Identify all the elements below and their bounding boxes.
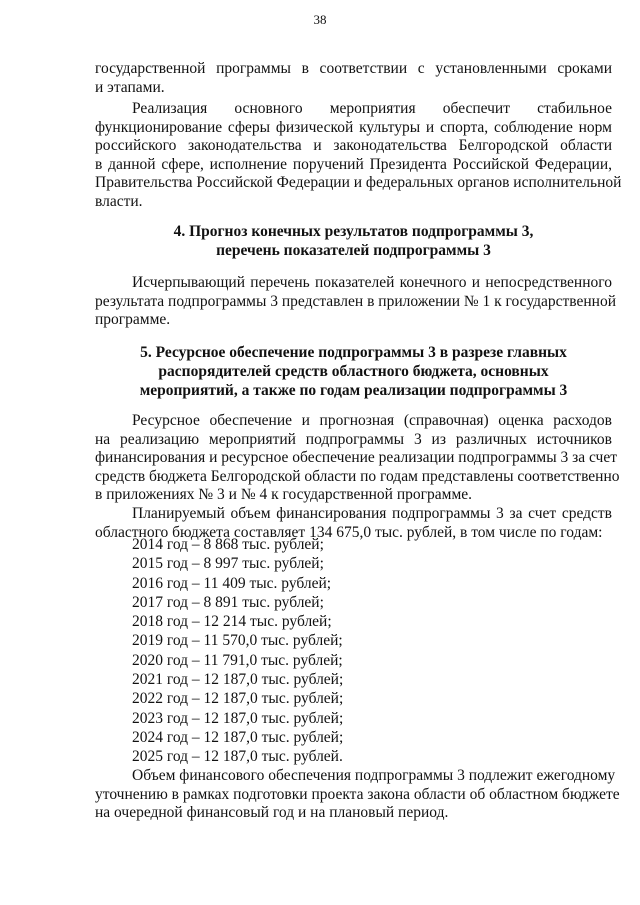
text-line: власти. <box>95 192 143 210</box>
text-line: в данной сфере, исполнение поручений Президента Российской Федерации, <box>95 155 612 173</box>
list-item: 2019 год – 11 570,0 тыс. рублей; <box>132 632 343 650</box>
text-line: Реализация основного мероприятия обеспечит стабильное <box>132 100 612 117</box>
list-item: 2015 год – 8 997 тыс. рублей; <box>132 555 324 573</box>
list-item: 2021 год – 12 187,0 тыс. рублей; <box>132 671 344 689</box>
text-line: в приложениях № 3 и № 4 к государственной программе. <box>95 486 473 504</box>
list-item: 2017 год – 8 891 тыс. рублей; <box>132 593 324 611</box>
list-item: 2020 год – 11 791,0 тыс. рублей; <box>132 651 343 669</box>
list-item: 2023 год – 12 187,0 тыс. рублей; <box>132 709 344 727</box>
paragraph-continuation <box>95 60 612 97</box>
text-line: финансирования и ресурсное обеспечение реализации подпрограммы 3 за счет <box>95 449 618 467</box>
paragraph-indicators <box>95 274 617 330</box>
text-line: программе. <box>95 311 171 329</box>
text-line: на реализацию мероприятий подпрограммы 3 из различных источников <box>95 430 612 448</box>
section-heading-4 <box>95 222 612 260</box>
heading-line: распорядителей средств областного бюджета, основных <box>158 363 549 380</box>
text-line: средств бюджета Белгородской области по годам представлены соответственно <box>95 467 620 485</box>
list-item: 2024 год – 12 187,0 тыс. рублей; <box>132 728 344 746</box>
text-line: областного бюджета составляет 134 675,0 тыс. рублей, в том числе по годам: <box>95 523 603 541</box>
text-line: Ресурсное обеспечение и прогнозная (справочная) оценка расходов <box>132 412 612 429</box>
paragraph-resources <box>95 412 620 505</box>
text-line: результата подпрограммы 3 представлен в приложении № 1 к государственной <box>95 292 617 310</box>
text-line: и этапами. <box>95 78 165 96</box>
list-item: 2018 год – 12 214 тыс. рублей; <box>132 613 332 631</box>
text-line: уточнению в рамках подготовки проекта закона области об областном бюджете <box>95 785 620 803</box>
list-item: 2014 год – 8 868 тыс. рублей; <box>132 536 324 553</box>
text-line: Исчерпывающий перечень показателей конечного и непосредственного <box>132 274 612 291</box>
funding-by-year-list <box>132 535 532 767</box>
text-line: государственной программы в соответствии с установленными сроками <box>95 60 612 77</box>
heading-line: 5. Ресурсное обеспечение подпрограммы 3 в разрезе главных <box>140 344 567 361</box>
text-line: Объем финансового обеспечения подпрограммы 3 подлежит ежегодному <box>132 767 616 784</box>
section-heading-5 <box>95 343 612 400</box>
paragraph-annual-update <box>95 767 620 823</box>
heading-line: перечень показателей подпрограммы 3 <box>216 242 491 259</box>
text-line: Планируемый объем финансирования подпрограммы 3 за счет средств <box>132 505 612 522</box>
text-line: на очередной финансовый год и на плановый период. <box>95 804 449 822</box>
text-line: функционирование сферы физической культуры и спорта, соблюдение норм <box>95 118 612 136</box>
list-item: 2016 год – 11 409 тыс. рублей; <box>132 574 332 592</box>
text-line: Правительства Российской Федерации и федеральных органов исполнительной <box>95 174 622 192</box>
text-line: российского законодательства и законодательства Белгородской области <box>95 137 612 155</box>
list-item: 2025 год – 12 187,0 тыс. рублей. <box>132 748 343 766</box>
paragraph-implementation <box>95 100 622 212</box>
heading-line: мероприятий, а также по годам реализации подпрограммы 3 <box>139 382 568 399</box>
page-number: 38 <box>313 12 327 27</box>
heading-line: 4. Прогноз конечных результатов подпрограммы 3, <box>173 223 534 240</box>
list-item: 2022 год – 12 187,0 тыс. рублей; <box>132 690 344 708</box>
